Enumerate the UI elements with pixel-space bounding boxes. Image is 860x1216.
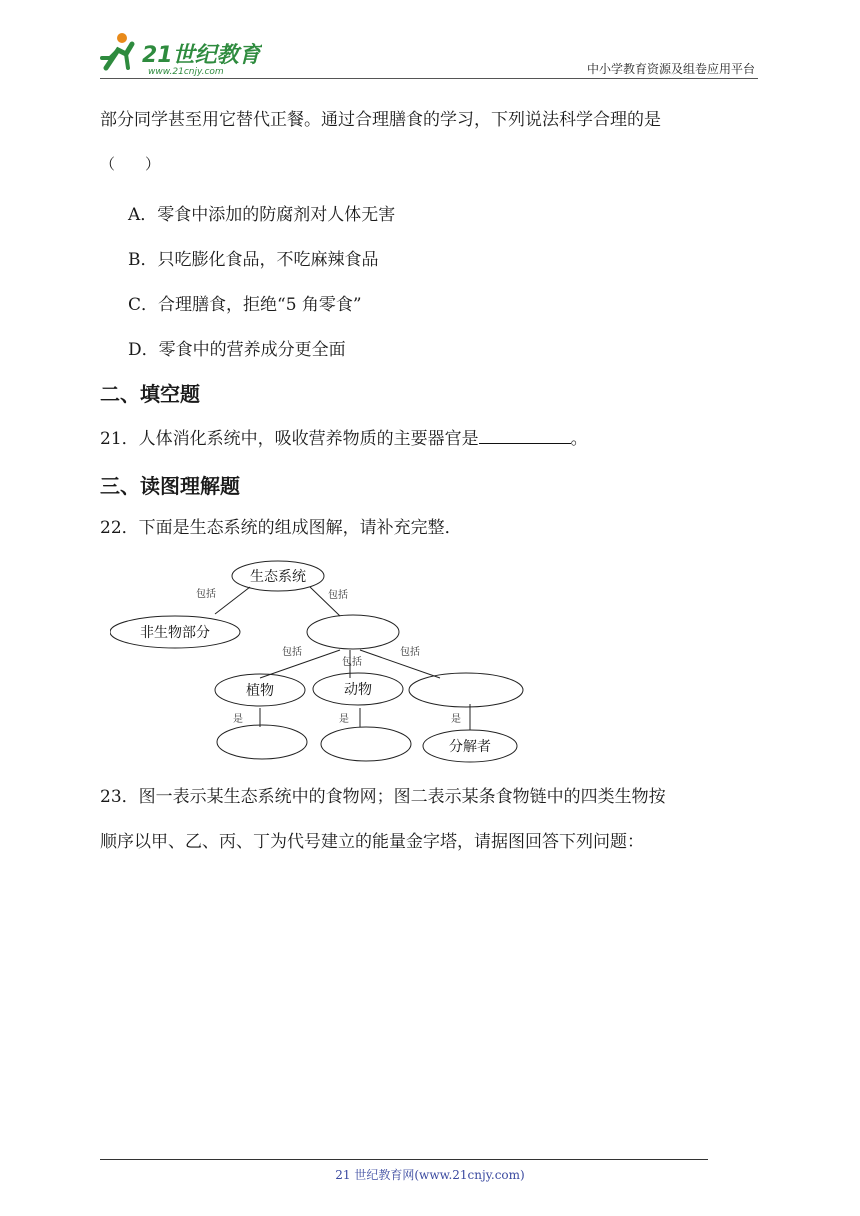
footer-source-link[interactable]: 21 世纪教育网(www.21cnjy.com) xyxy=(335,1168,525,1182)
header-platform-text: 中小学教育资源及组卷应用平台 xyxy=(586,62,755,76)
decomposer-label: 分解者 xyxy=(449,739,491,755)
q21-end: 。 xyxy=(570,429,588,449)
q21-line xyxy=(100,425,588,451)
q20-text-line: 部分同学甚至用它替代正餐。通过合理膳食的学习，下列说法科学合理的是 xyxy=(100,110,661,130)
section-diagram-title: 三、读图理解题 xyxy=(100,474,240,498)
is-label-2: 是 xyxy=(339,714,349,725)
include-label-1: 包括 xyxy=(196,589,216,600)
q21-blank xyxy=(479,425,571,444)
ecosystem-diagram xyxy=(110,552,550,767)
logo-url: www.21cnjy.com xyxy=(148,67,224,77)
include-label-4: 包括 xyxy=(342,657,362,668)
root-label: 生态系统 xyxy=(250,569,306,585)
q20-option-b: B．只吃膨化食品，不吃麻辣食品 xyxy=(128,250,379,270)
animal-role-blank-ellipse xyxy=(321,727,411,761)
include-label-5: 包括 xyxy=(400,647,420,658)
include-label-2: 包括 xyxy=(328,590,348,601)
plants-label: 植物 xyxy=(246,683,274,699)
q23-line-2: 顺序以甲、乙、丙、丁为代号建立的能量金字塔，请据图回答下列问题： xyxy=(100,832,644,852)
q20-answer-parens: （ ） xyxy=(100,155,161,173)
living-blank-ellipse xyxy=(307,615,399,649)
header-divider xyxy=(100,78,758,79)
animals-label: 动物 xyxy=(344,682,372,698)
site-logo xyxy=(92,28,262,78)
non-living-label: 非生物部分 xyxy=(140,625,210,641)
blank-ellipse-third xyxy=(409,673,523,707)
is-label-3: 是 xyxy=(451,714,461,725)
section-fill-blank-title: 二、填空题 xyxy=(100,382,200,406)
q23-line-1: 23．图一表示某生态系统中的食物网；图二表示某条食物链中的四类生物按 xyxy=(100,787,666,807)
q20-option-c: C．合理膳食，拒绝“5 角零食” xyxy=(128,295,362,315)
footer-divider xyxy=(100,1159,708,1160)
is-label-1: 是 xyxy=(233,714,243,725)
plant-role-blank-ellipse xyxy=(217,725,307,759)
runner-logo-icon xyxy=(102,33,132,68)
logo-text: 21世纪教育 xyxy=(142,43,261,68)
q21-text: 21．人体消化系统中，吸收营养物质的主要器官是 xyxy=(100,429,479,449)
q20-option-d: D．零食中的营养成分更全面 xyxy=(128,340,346,360)
q22-text: 22．下面是生态系统的组成图解，请补充完整． xyxy=(100,518,462,538)
q20-option-a: A．零食中添加的防腐剂对人体无害 xyxy=(128,205,396,225)
include-label-3: 包括 xyxy=(282,647,302,658)
